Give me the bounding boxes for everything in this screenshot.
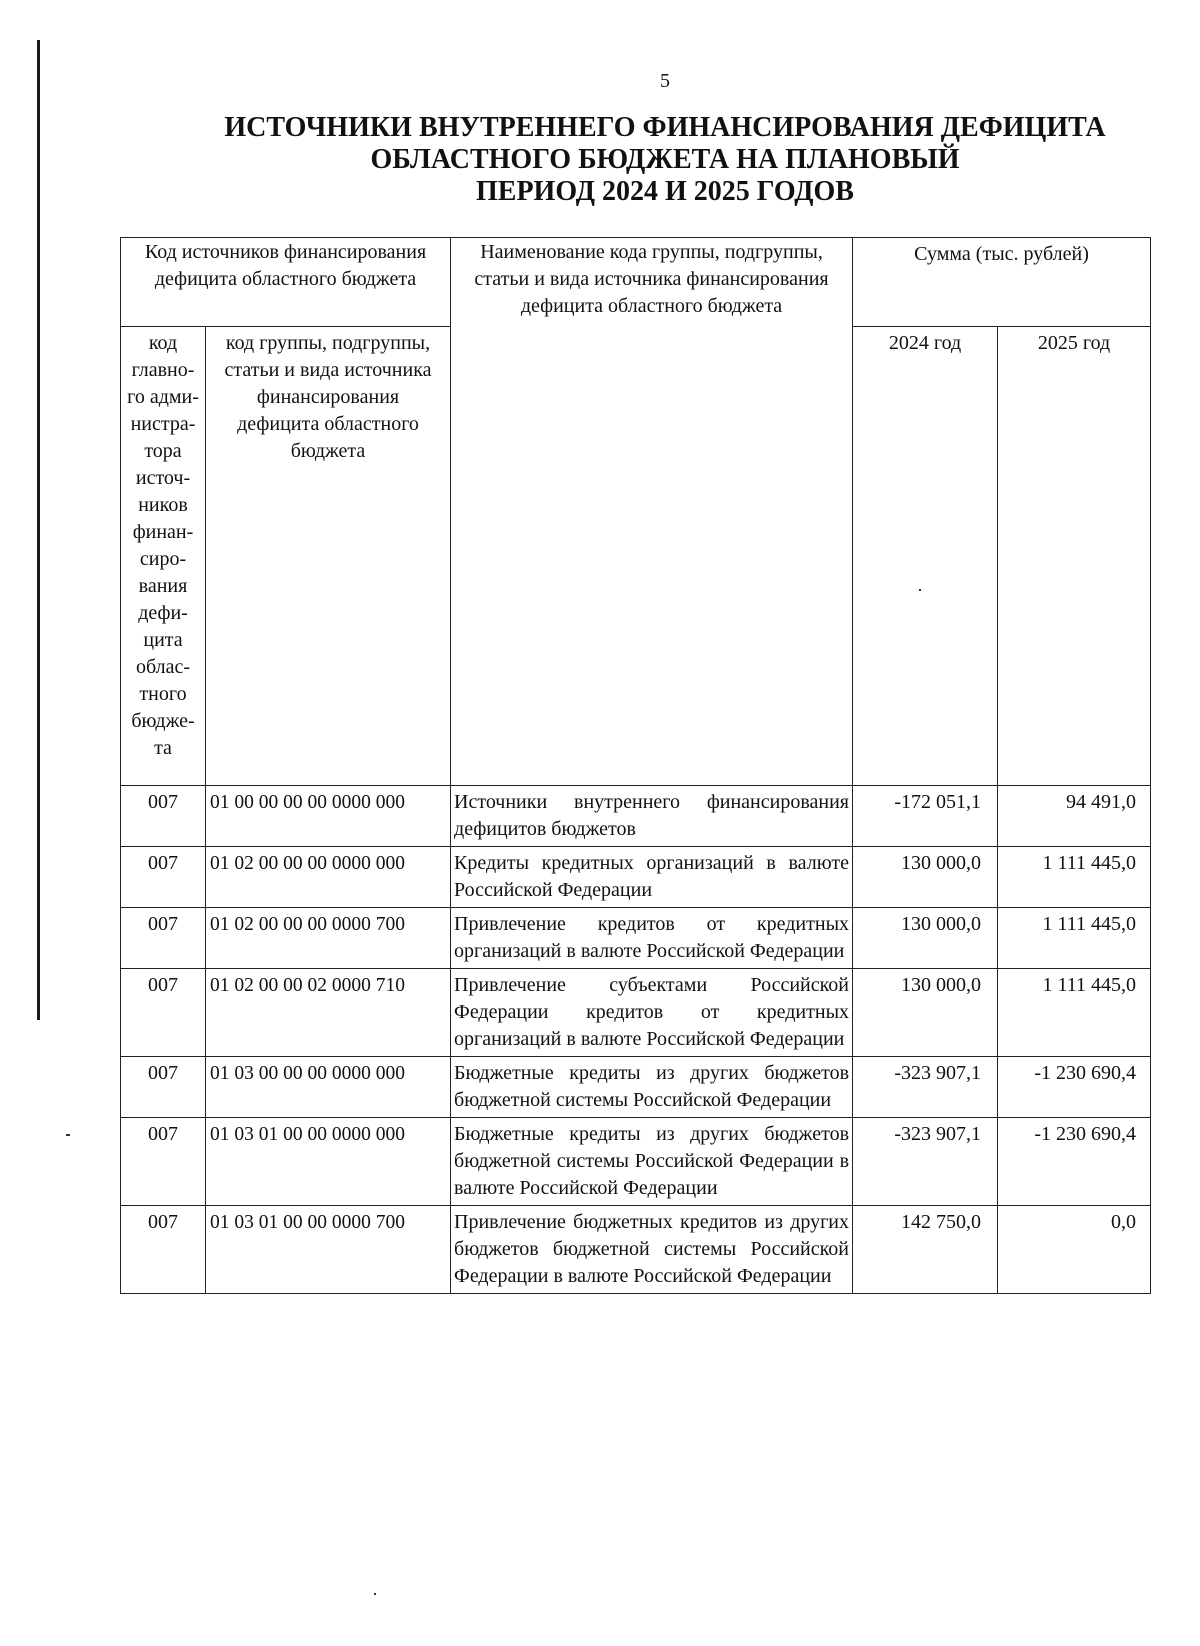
admin-code-cell: 007: [121, 847, 206, 908]
header-row-1: [121, 238, 1151, 327]
header-group-code: код группы, подгруппы, статьи и вида источника финансирования дефицита областного бюджета: [206, 327, 451, 786]
amount-2024-cell: -172 051,1: [853, 786, 998, 847]
admin-code-cell: 007: [121, 1118, 206, 1206]
admin-code-cell: 007: [121, 1206, 206, 1294]
admin-code-cell: 007: [121, 969, 206, 1057]
amount-2025-cell: -1 230 690,4: [998, 1118, 1151, 1206]
table-row: [121, 786, 1151, 847]
amount-2024-cell: 130 000,0: [853, 908, 998, 969]
header-sum: Сумма (тыс. рублей): [853, 238, 1151, 327]
table-row: [121, 1057, 1151, 1118]
table-row: [121, 969, 1151, 1057]
amount-2025-cell: 1 111 445,0: [998, 908, 1151, 969]
title-line-2: ОБЛАСТНОГО БЮДЖЕТА НА ПЛАНОВЫЙ: [370, 144, 960, 175]
source-code-cell: 01 02 00 00 00 0000 000: [206, 847, 451, 908]
table-row: [121, 847, 1151, 908]
scan-speck: [66, 1134, 70, 1136]
title-line-3: ПЕРИОД 2024 И 2025 ГОДОВ: [476, 176, 854, 207]
header-admin-code: код главно-го адми-нистра-тора источ-ников финан-сиро-вания дефи-цита облас-тного бюдже-та: [121, 327, 206, 786]
source-name-cell: Привлечение субъектами Российской Федерации кредитов от кредитных организаций в валюте Российской Федерации: [451, 969, 853, 1057]
header-year-2025: 2025 год: [998, 327, 1151, 786]
amount-2024-cell: 142 750,0: [853, 1206, 998, 1294]
source-code-cell: 01 03 01 00 00 0000 000: [206, 1118, 451, 1206]
financing-sources-table: [120, 237, 1151, 1294]
amount-2025-cell: 1 111 445,0: [998, 969, 1151, 1057]
admin-code-cell: 007: [121, 1057, 206, 1118]
amount-2024-cell: 130 000,0: [853, 969, 998, 1057]
title-line-1: ИСТОЧНИКИ ВНУТРЕННЕГО ФИНАНСИРОВАНИЯ ДЕФИЦИТА: [224, 112, 1106, 143]
page-number: 5: [660, 70, 670, 92]
amount-2025-cell: -1 230 690,4: [998, 1057, 1151, 1118]
amount-2025-cell: 0,0: [998, 1206, 1151, 1294]
source-code-cell: 01 02 00 00 02 0000 710: [206, 969, 451, 1057]
amount-2024-cell: -323 907,1: [853, 1057, 998, 1118]
source-name-cell: Привлечение кредитов от кредитных организаций в валюте Российской Федерации: [451, 908, 853, 969]
source-name-cell: Привлечение бюджетных кредитов из других бюджетов бюджетной системы Российской Федерации в валюте Российской Федерации: [451, 1206, 853, 1294]
source-code-cell: 01 00 00 00 00 0000 000: [206, 786, 451, 847]
source-name-cell: Источники внутреннего финансирования дефицитов бюджетов: [451, 786, 853, 847]
amount-2025-cell: 1 111 445,0: [998, 847, 1151, 908]
admin-code-cell: 007: [121, 786, 206, 847]
scan-speck: [374, 1593, 376, 1595]
page-title: [120, 112, 1200, 208]
source-name-cell: Кредиты кредитных организаций в валюте Российской Федерации: [451, 847, 853, 908]
left-margin-line: [37, 40, 40, 1020]
table-row: [121, 908, 1151, 969]
amount-2024-cell: 130 000,0: [853, 847, 998, 908]
table-row: [121, 1118, 1151, 1206]
header-year-2024: 2024 год: [853, 327, 998, 786]
admin-code-cell: 007: [121, 908, 206, 969]
source-code-cell: 01 03 01 00 00 0000 700: [206, 1206, 451, 1294]
source-name-cell: Бюджетные кредиты из других бюджетов бюджетной системы Российской Федерации: [451, 1057, 853, 1118]
source-code-cell: 01 02 00 00 00 0000 700: [206, 908, 451, 969]
amount-2025-cell: 94 491,0: [998, 786, 1151, 847]
amount-2024-cell: -323 907,1: [853, 1118, 998, 1206]
table-row: [121, 1206, 1151, 1294]
header-name: Наименование кода группы, подгруппы, статьи и вида источника финансирования дефицита областного бюджета: [451, 238, 853, 786]
source-code-cell: 01 03 00 00 00 0000 000: [206, 1057, 451, 1118]
source-name-cell: Бюджетные кредиты из других бюджетов бюджетной системы Российской Федерации в валюте Российской Федерации: [451, 1118, 853, 1206]
header-source-code-group: Код источников финансирования дефицита областного бюджета: [121, 238, 451, 327]
